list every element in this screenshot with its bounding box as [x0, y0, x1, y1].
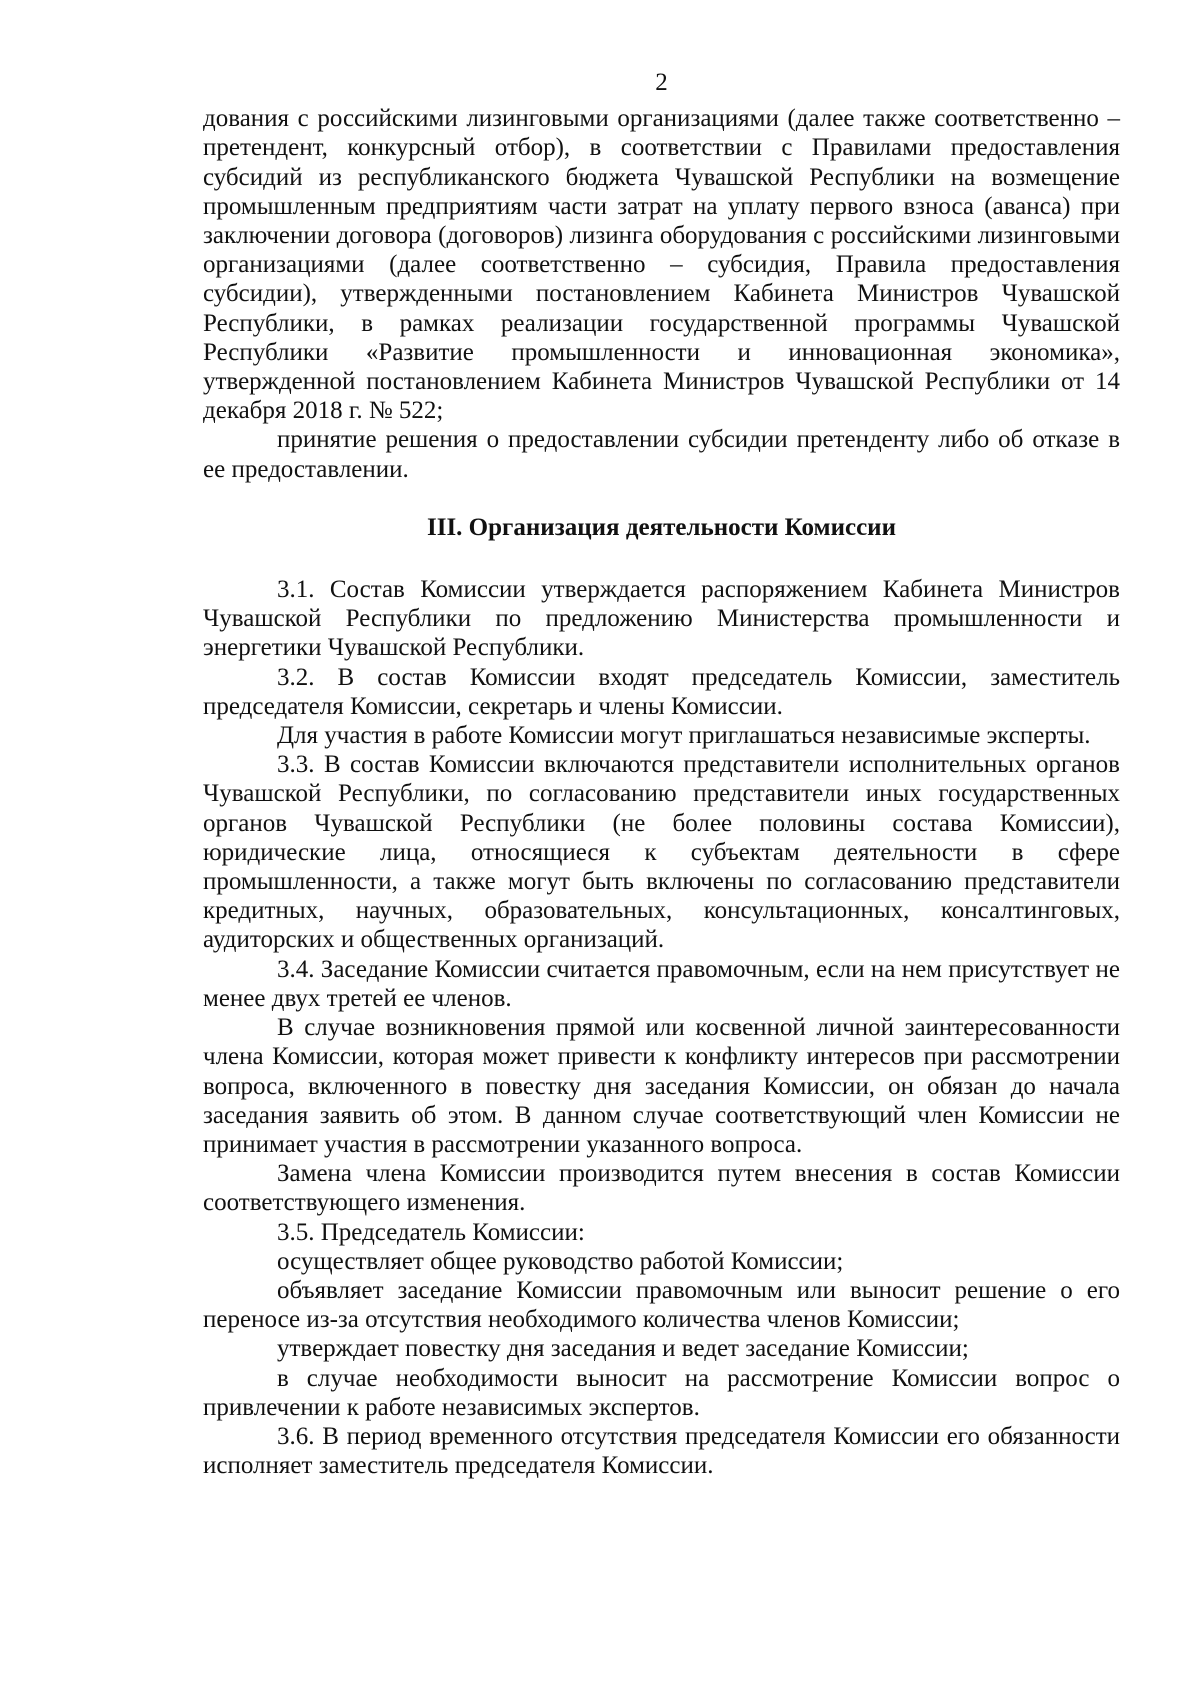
paragraph-experts: Для участия в работе Комиссии могут приглашаться независимые эксперты. [277, 722, 1091, 750]
paragraph-conflict-of-interest: В случае возникновения прямой или косвенной личной заинтересованности члена Комиссии, которая может привести к конфликту интересов при рассмотрении вопроса, включенного в повестку дня заседания Комиссии, он обязан до начала заседания заявить об этом. В данном случае соответствующий член Комиссии не принимает участия в рассмотрении указанного вопроса. [203, 1014, 1120, 1158]
paragraph-member-replacement: Замена члена Комиссии производится путем внесения в состав Комиссии соответствующего изменения. [203, 1160, 1120, 1217]
paragraph-3-1: 3.1. Состав Комиссии утверждается распоряжением Кабинета Министров Чувашской Республики по предложению Министерства промышленности и энергетики Чувашской Республики. [203, 576, 1120, 662]
page-number: 2 [655, 69, 668, 96]
paragraph-3-6: 3.6. В период временного отсутствия председателя Комиссии его обязанности исполняет заместитель председателя Комиссии. [203, 1422, 1120, 1480]
document-page [203, 68, 1120, 1480]
paragraph-3-2: 3.2. В состав Комиссии входят председатель Комиссии, заместитель председателя Комиссии, секретарь и члены Комиссии. [203, 663, 1120, 720]
paragraph-chair-duty-2: объявляет заседание Комиссии правомочным или выносит решение о его переносе из-за отсутствия необходимого количества членов Комиссии; [203, 1276, 1120, 1334]
paragraph-3-3: 3.3. В состав Комиссии включаются представители исполнительных органов Чувашской Республики, по согласованию представители иных государственных органов Чувашской Республики (не более половины состава Комиссии), юридические лица, относящиеся к субъектам деятельности в сфере промышленности, а также могут быть включены по согласованию представители кредитных, научных, образовательных, консультационных, консалтинговых, аудиторских и общественных организаций. [203, 751, 1120, 954]
paragraph-3-4: 3.4. Заседание Комиссии считается правомочным, если на нем присутствует не менее двух третей ее членов. [203, 955, 1120, 1012]
section-heading: III. Организация деятельности Комиссии [427, 513, 896, 541]
paragraph-chair-duty-1: осуществляет общее руководство работой Комиссии; [277, 1247, 844, 1275]
paragraph-decision: принятие решения о предоставлении субсидии претенденту либо об отказе в ее предоставлении. [203, 426, 1120, 483]
paragraph-3-5: 3.5. Председатель Комиссии: [277, 1218, 585, 1246]
paragraph-chair-duty-3: утверждает повестку дня заседания и ведет заседание Комиссии; [277, 1335, 969, 1363]
paragraph-chair-duty-4: в случае необходимости выносит на рассмотрение Комиссии вопрос о привлечении к работе независимых экспертов. [203, 1364, 1120, 1421]
continuation-paragraph: дования с российскими лизинговыми организациями (далее также соответственно – претендент, конкурсный отбор), в соответствии с Правилами предоставления субсидий из республиканского бюджета Чувашской Республики на возмещение промышленным предприятиям части затрат на уплату первого взноса (аванса) при заключении договора (договоров) лизинга оборудования с российскими лизинговыми организациями (далее соответственно – субсидия, Правила предоставления субсидии), утвержденными постановлением Кабинета Министров Чувашской Республики, в рамках реализации государственной программы Чувашской Республики «Развитие промышленности и инновационная экономика», утвержденной постановлением Кабинета Министров Чувашской Республики от 14 декабря 2018 г. № 522; [203, 105, 1120, 425]
